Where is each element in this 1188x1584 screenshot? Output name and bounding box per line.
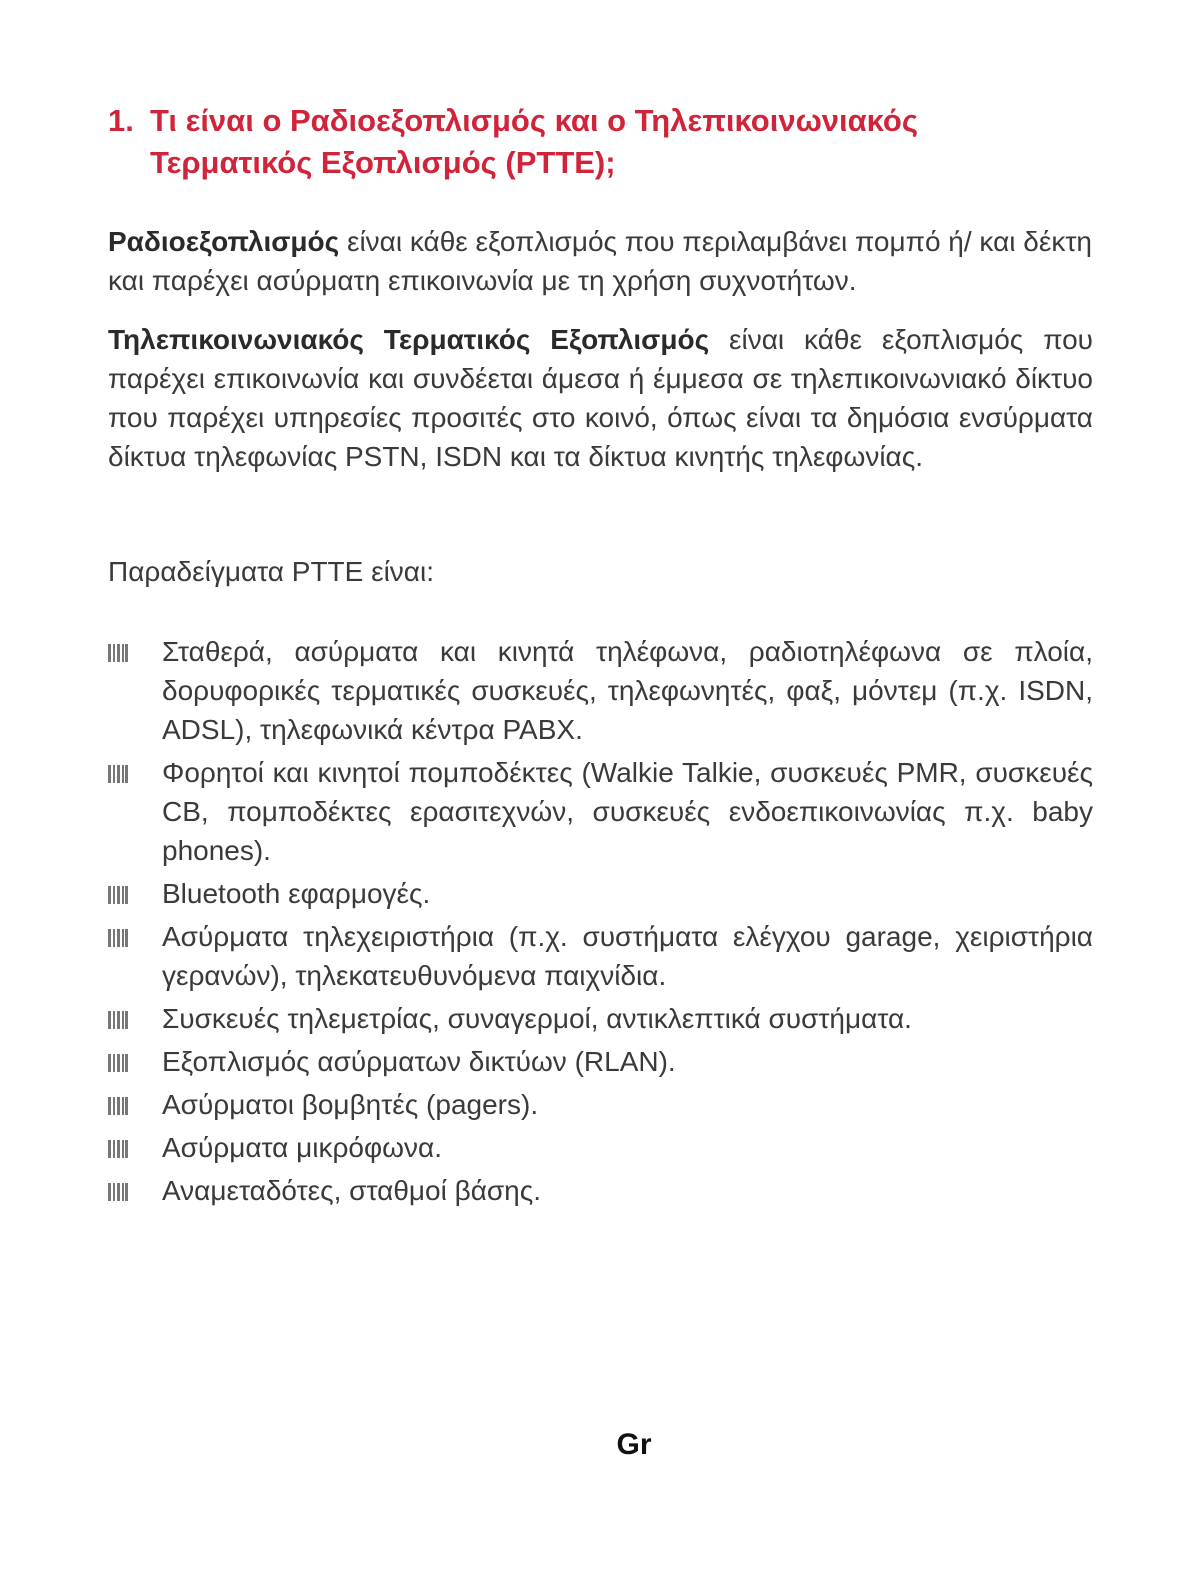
section-number: 1. [108, 103, 134, 138]
page-language-label: Gr [616, 1428, 652, 1461]
list-item-text: Bluetooth εφαρμογές. [162, 878, 431, 909]
section-title: Τι είναι ο Ραδιοεξοπλισμός και ο Τηλεπικοινωνιακός Τερματικός Εξοπλισμός (PTTE); [150, 103, 918, 180]
list-item-text: Εξοπλισμός ασύρματων δικτύων (RLAN). [162, 1046, 676, 1077]
barcode-bars-icon [108, 1128, 162, 1167]
list-item-text: Αναμεταδότες, σταθμοί βάσης. [162, 1175, 542, 1206]
barcode-bars-icon [108, 1085, 162, 1124]
list-item [108, 999, 1093, 1038]
barcode-bars-icon [108, 1042, 162, 1081]
list-item-text: Ασύρματα μικρόφωνα. [162, 1132, 442, 1163]
list-item-text: Συσκευές τηλεμετρίας, συναγερμοί, αντικλεπτικά συστήματα. [162, 1003, 912, 1034]
list-item [108, 1128, 1093, 1167]
barcode-bars-icon [108, 917, 162, 956]
list-item [108, 917, 1093, 995]
list-item-text: Σταθερά, ασύρματα και κινητά τηλέφωνα, ραδιοτηλέφωνα σε πλοία, δορυφορικές τερματικές συσκευές, τηλεφωνητές, φαξ, μόντεμ (π.χ. ISDN, ADSL), τηλεφωνικά κέντρα PABX. [162, 636, 1093, 745]
term-radio-equipment: Ραδιοεξοπλισμός [108, 226, 340, 257]
list-item [108, 1171, 1093, 1210]
barcode-bars-icon [108, 999, 162, 1038]
list-item-text: Φορητοί και κινητοί πομποδέκτες (Walkie Talkie, συσκευές PMR, συσκευές CB, πομποδέκτες ερασιτεχνών, συσκευές ενδοεπικοινωνίας π.χ. baby phones). [162, 757, 1093, 866]
list-item-text: Ασύρματοι βομβητές (pagers). [162, 1089, 539, 1120]
section-heading [108, 100, 1028, 184]
list-item [108, 753, 1093, 870]
barcode-bars-icon [108, 1171, 162, 1210]
examples-list [108, 632, 1093, 1214]
barcode-bars-icon [108, 632, 162, 671]
list-item-text: Ασύρματα τηλεχειριστήρια (π.χ. συστήματα ελέγχου garage, χειριστήρια γερανών), τηλεκατευθυνόμενα παιχνίδια. [162, 921, 1093, 991]
definition-radio-equipment: είναι κάθε εξοπλισμός που περιλαμβάνει πομπό ή/ και δέκτη και παρέχει ασύρματη επικοινωνία με τη χρήση συχνοτήτων. [108, 226, 1092, 296]
barcode-bars-icon [108, 753, 162, 792]
paragraph-terminal-equipment [108, 320, 1093, 476]
list-item [108, 1042, 1093, 1081]
barcode-bars-icon [108, 874, 162, 913]
list-item [108, 874, 1093, 913]
paragraph-examples-intro: Παραδείγματα PTTE είναι: [108, 556, 434, 587]
term-terminal-equipment: Τηλεπικοινωνιακός Τερματικός Εξοπλισμός [108, 324, 710, 355]
paragraph-radio-equipment [108, 222, 1093, 300]
list-item [108, 1085, 1093, 1124]
definition-terminal-equipment: είναι κάθε εξοπλισμός που παρέχει επικοινωνία και συνδέεται άμεσα ή έμμεσα σε τηλεπικοινωνιακό δίκτυο που παρέχει υπηρεσίες προσιτές στο κοινό, όπως είναι τα δημόσια ενσύρματα δίκτυα τηλεφωνίας PSTN, ISDN και τα δίκτυα κινητής τηλεφωνίας. [108, 324, 1093, 472]
list-item [108, 632, 1093, 749]
